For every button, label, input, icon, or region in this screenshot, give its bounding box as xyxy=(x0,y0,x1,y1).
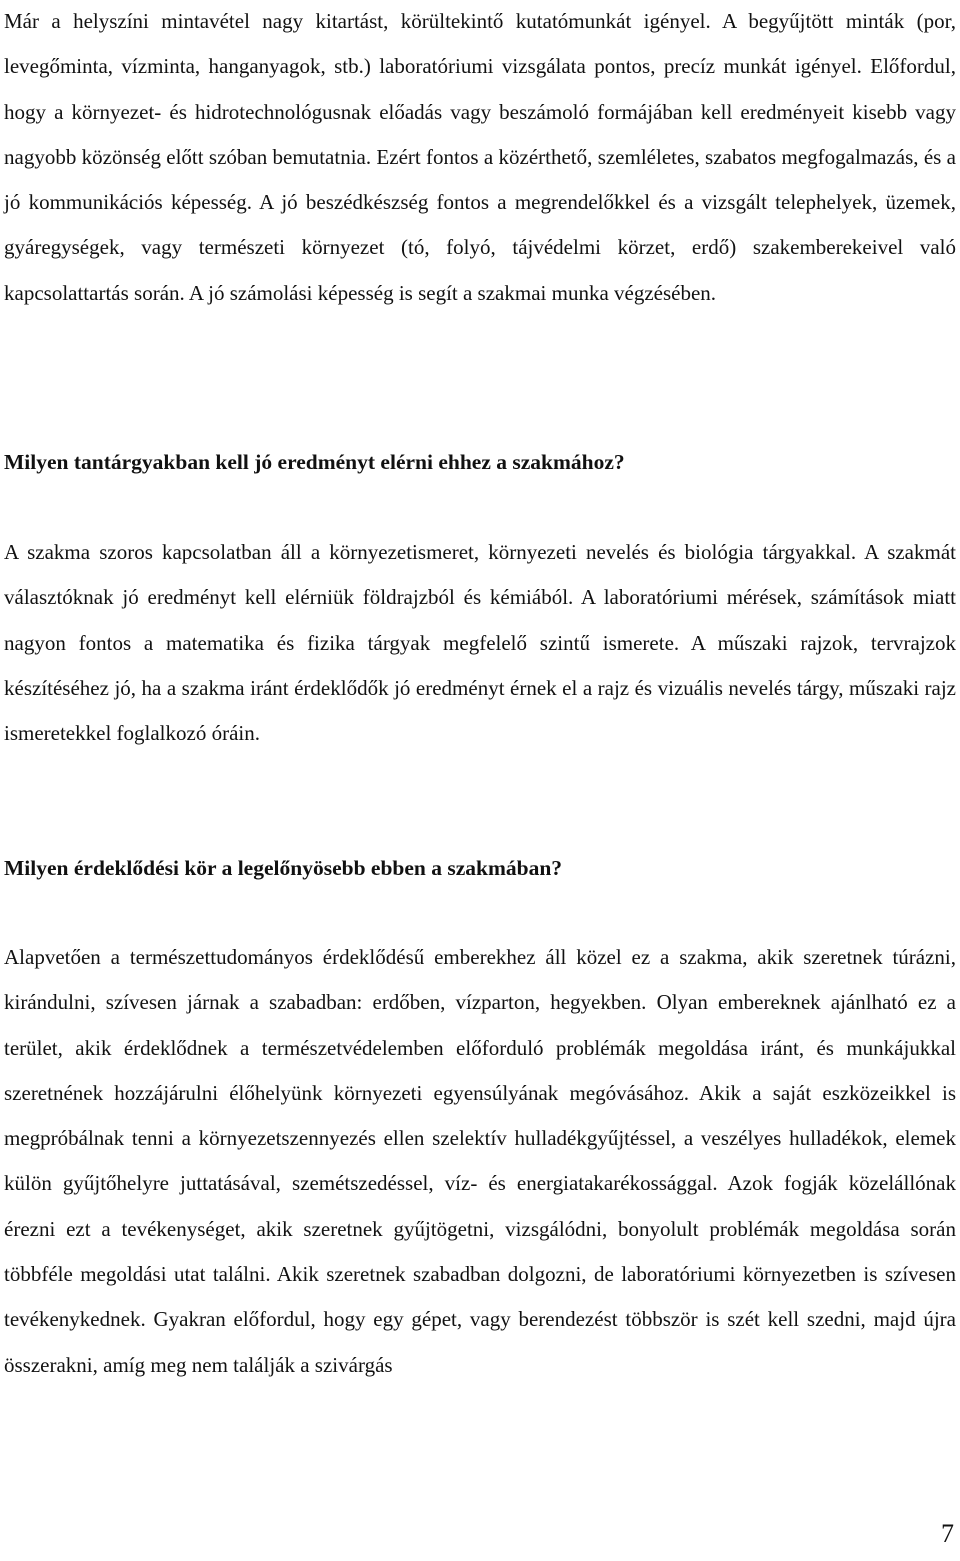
paragraph-interests: Alapvetően a természettudományos érdeklődésű emberekhez áll közel ez a szakma, akik szeretnek túrázni, kirándulni, szívesen járnak a szabadban: erdőben, vízparton, hegyekben. Olyan embereknek ajánlható ez a terület, akik érdeklődnek a természetvédelemben előforduló problémák megoldása iránt, és munkájukkal szeretnének hozzájárulni élőhelyünk környezeti egyensúlyának megóvásához. Akik a saját eszközeikkel is megpróbálnak tenni a környezetszennyezés ellen szelektív hulladékgyűjtéssel, a veszélyes hulladékok, elemek külön gyűjtőhelyre juttatásával, szemétszedéssel, víz- és energiatakarékossággal. Azok fogják közelállónak érezni ezt a tevékenységet, akik szeretnek gyűjtögetni, vizsgálódni, bonyolult problémák megoldása során többféle megoldási utat találni. Akik szeretnek szabadban dolgozni, de laboratóriumi környezetben is szívesen tevékenykednek. Gyakran előfordul, hogy egy gépet, vagy berendezést többször is szét kell szedni, majd újra összerakni, amíg meg nem találják a szivárgás xyxy=(4,945,956,1377)
heading-interests: Milyen érdeklődési kör a legelőnyösebb ebben a szakmában? xyxy=(4,856,563,880)
paragraph-laboratory-skills: Már a helyszíni mintavétel nagy kitartást, körültekintő kutatómunkát igényel. A begyűjtött minták (por, levegőminta, vízminta, hanganyagok, stb.) laboratóriumi vizsgálata pontos, precíz munkát igényel. Előfordul, hogy a környezet- és hidrotechnológusnak előadás vagy beszámoló formájában kell eredményeit kisebb vagy nagyobb közönség előtt szóban bemutatnia. Ezért fontos a közérthető, szemléletes, szabatos megfogalmazás, és a jó kommunikációs képesség. A jó beszédkészség fontos a megrendelőkkel és a vizsgált telephelyek, üzemek, gyáregységek, vagy természeti környezet (tó, folyó, tájvédelmi körzet, erdő) szakemberekeivel való kapcsolattartás során. A jó számolási képesség is segít a szakmai munka végzésében. xyxy=(4,9,956,305)
paragraph-subjects: A szakma szoros kapcsolatban áll a környezetismeret, környezeti nevelés és biológia tárgyakkal. A szakmát választóknak jó eredményt kell elérniük földrajzból és kémiából. A laboratóriumi mérések, számítások miatt nagyon fontos a matematika és fizika tárgyak megfelelő szintű ismerete. A műszaki rajzok, tervrajzok készítéséhez jó, ha a szakma iránt érdeklődők jó eredményt érnek el a rajz és vizuális nevelés tárgy, műszaki rajz ismeretekkel foglalkozó óráin. xyxy=(4,540,956,746)
heading-subjects: Milyen tantárgyakban kell jó eredményt elérni ehhez a szakmához? xyxy=(4,450,625,474)
page-number: 7 xyxy=(941,1519,954,1548)
